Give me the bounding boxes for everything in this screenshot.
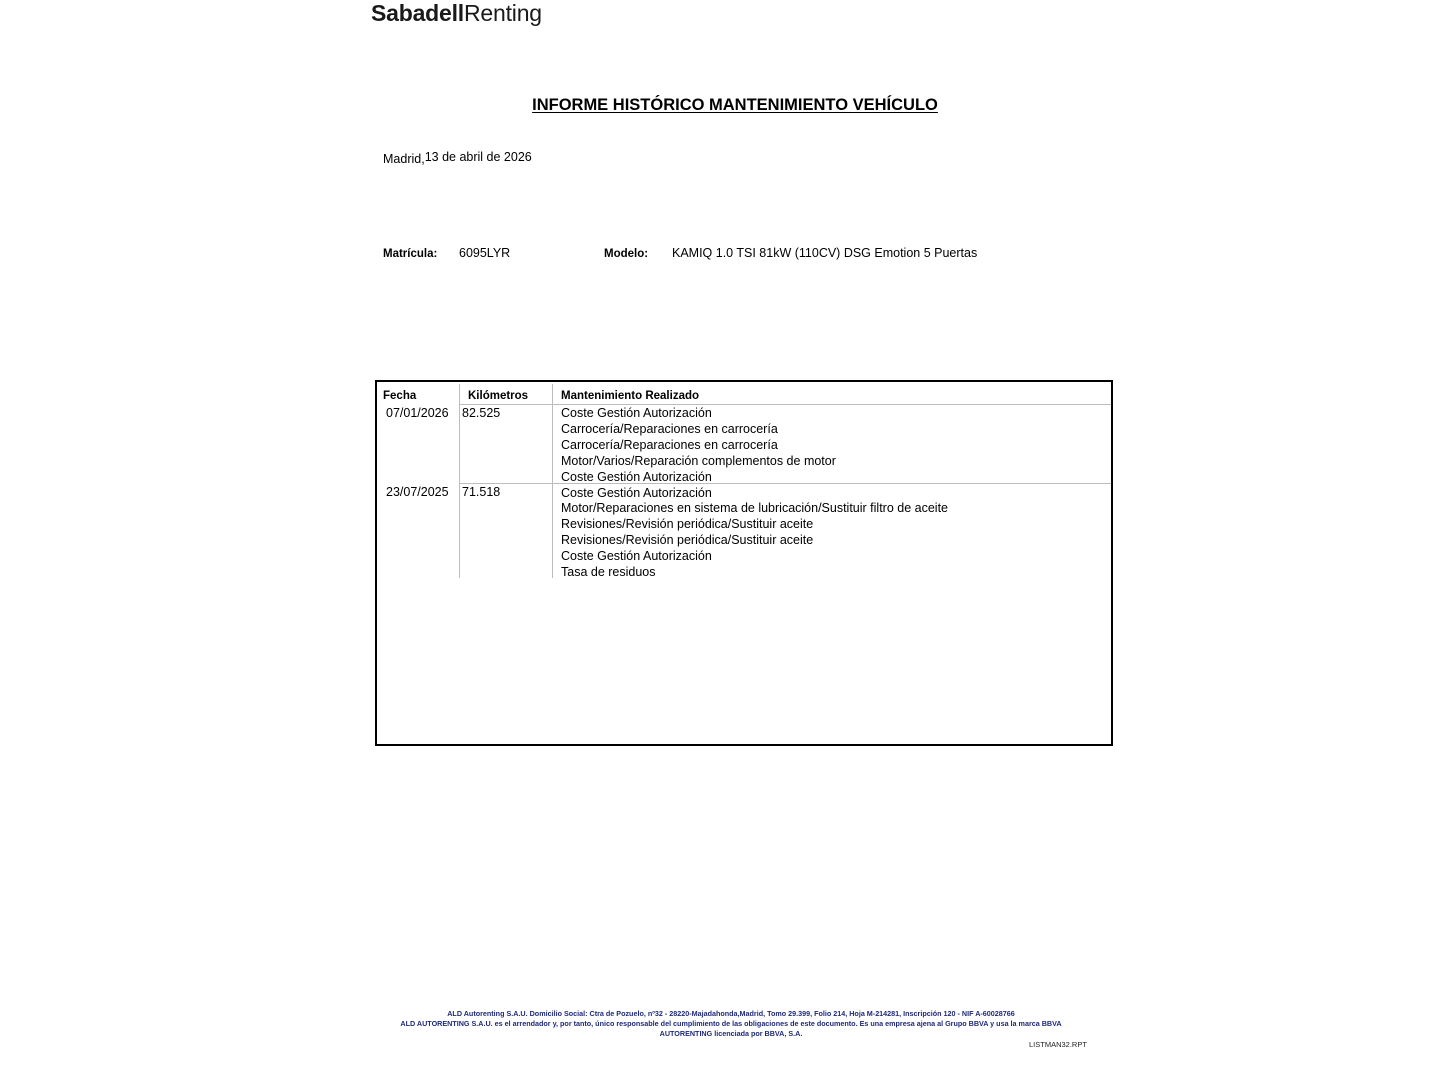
row-1-item-1: Coste Gestión Autorización [561,406,712,420]
header-divider [459,404,1111,405]
header-date: Fecha [383,390,417,402]
plate-value: 6095LYR [459,246,511,260]
footer-legal-line-1: ALD Autorenting S.A.U. Domicilio Social: Ctra de Pozuelo, nº32 - 28220-Majadahonda,Madrid, Tomo 29.399, Folio 214, Hoja M-214281, Inscripción 120 - NIF A-60028766 [447,1009,1015,1018]
row-1-date: 07/01/2026 [386,406,449,420]
column-divider-km [552,384,553,578]
footer-legal-line-3: AUTORENTING licenciada por BBVA, S.A. [659,1029,803,1038]
row-2-item-2: Motor/Reparaciones en sistema de lubricación/Sustituir filtro de aceite [561,501,948,515]
row-1-item-4: Motor/Varios/Reparación complementos de motor [561,454,836,468]
row-divider [459,483,1111,484]
document-title: INFORME HISTÓRICO MANTENIMIENTO VEHÍCULO [532,96,938,114]
footer-legal-line-2: ALD AUTORENTING S.A.U. es el arrendador y, por tanto, único responsable del cumplimiento de las obligaciones de este documento. Es una empresa ajena al Grupo BBVA y usa la marca BBVA [400,1019,1062,1028]
row-2-item-6: Tasa de residuos [561,565,656,579]
model-value: KAMIQ 1.0 TSI 81kW (110CV) DSG Emotion 5 Puertas [672,246,978,260]
company-logo [371,0,542,26]
header-maintenance: Mantenimiento Realizado [561,390,700,402]
row-1-item-2: Carrocería/Reparaciones en carrocería [561,422,778,436]
report-code: LISTMAN32.RPT [1029,1040,1087,1049]
row-1-km: 82.525 [462,406,501,420]
row-2-km: 71.518 [462,485,501,499]
document-date: 13 de abril de 2026 [424,150,532,164]
document-place: Madrid, [383,152,425,166]
logo-regular-text: Renting [464,0,542,26]
plate-label: Matrícula: [383,248,438,260]
row-2-item-4: Revisiones/Revisión periódica/Sustituir aceite [561,533,814,547]
row-2-date: 23/07/2025 [386,485,449,499]
header-km: Kilómetros [468,390,529,402]
document-date-line [383,150,532,164]
model-label: Modelo: [604,248,649,260]
row-2-item-1: Coste Gestión Autorización [561,486,712,500]
row-1-item-5: Coste Gestión Autorización [561,470,712,484]
row-2-item-3: Revisiones/Revisión periódica/Sustituir aceite [561,517,814,531]
column-divider-date [459,384,460,578]
maintenance-table [375,380,1113,746]
logo-bold-text: Sabadell [371,0,464,26]
row-2-item-5: Coste Gestión Autorización [561,549,712,563]
row-1-item-3: Carrocería/Reparaciones en carrocería [561,438,778,452]
